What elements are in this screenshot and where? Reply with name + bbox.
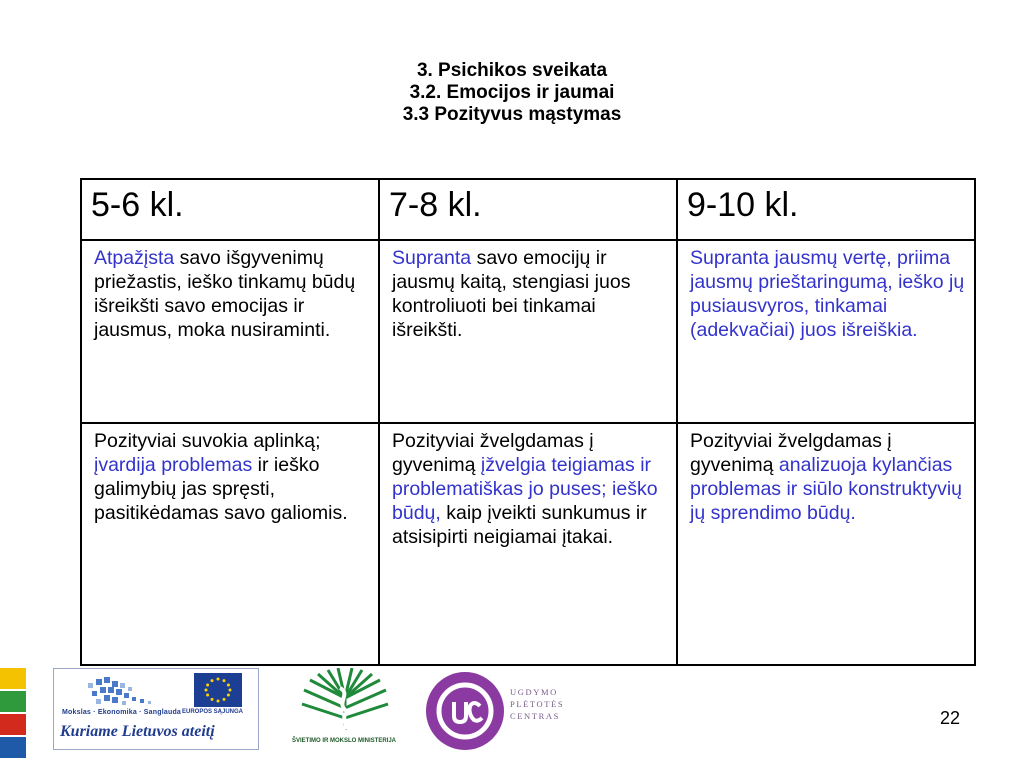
cell-emotions-9-10 — [677, 240, 975, 423]
upc-logo-text — [510, 686, 564, 722]
title-line-3: 3.3 Pozityvus mąstymas — [402, 104, 622, 125]
highlight-text: analizuoja kylančias problemas ir siūlo konstruktyvių jų sprendimo būdų. — [690, 454, 963, 524]
cell-emotions-5-6 — [81, 240, 379, 423]
cell-text: savo emocijų ir jausmų kaitą, stengiasi juos kontroliuoti bei tinkamai išreikšti. — [392, 247, 631, 341]
header-grade-5-6: 5-6 kl. — [81, 179, 379, 240]
upc-line-1: UGDYMO — [510, 687, 558, 697]
stripe-yellow — [0, 668, 26, 689]
title-line-1: 3. Psichikos sveikata — [416, 60, 608, 81]
slide-title — [0, 60, 1024, 126]
cell-text: Pozityviai suvokia aplinką; — [94, 430, 321, 452]
table-row — [81, 423, 975, 665]
slogan-text: Kuriame Lietuvos ateitį — [60, 723, 215, 740]
header-grade-9-10: 9-10 kl. — [677, 179, 975, 240]
mes-logo-text: Mokslas · Ekonomika · Sanglauda — [62, 709, 182, 716]
title-line-2: 3.2. Emocijos ir jaumai — [409, 82, 615, 103]
cell-text: Pozityviai žvelgdamas į gyvenimą — [392, 430, 594, 476]
cell-text: kaip įveikti sunkumus ir atsisipirti neigiamai įtakai. — [392, 502, 647, 548]
upc-logo-icon — [424, 670, 506, 752]
highlight-text: įvardija problemas — [94, 454, 253, 476]
upc-line-3: CENTRAS — [510, 711, 560, 721]
table-header-row — [81, 179, 975, 240]
stripe-green — [0, 691, 26, 712]
cell-positive-5-6 — [81, 423, 379, 665]
color-stripe — [0, 668, 26, 768]
highlight-text: Supranta jausmų vertę, priima jausmų prieštaringumą, ieško jų pusiausvyros, tinkamai (adekvačiai) juos išreiškia. — [690, 247, 965, 341]
eu-label: EUROPOS SĄJUNGA — [182, 709, 244, 715]
stripe-blue — [0, 737, 26, 758]
upc-line-2: PLĖTOTĖS — [510, 699, 565, 709]
ministry-label: ŠVIETIMO IR MOKSLO MINISTERIJA — [292, 738, 397, 744]
highlight-text: Atpažįsta — [94, 247, 175, 269]
cell-positive-7-8 — [379, 423, 677, 665]
table-row — [81, 240, 975, 423]
header-grade-7-8: 7-8 kl. — [379, 179, 677, 240]
esf-logo-box — [53, 668, 259, 750]
cell-text: ir ieško galimybių jas spręsti, pasitikėdamas savo galiomis. — [94, 454, 348, 524]
highlight-text: Supranta — [392, 247, 472, 269]
highlight-text: įžvelgia teigiamas ir problematiškas jo puses; ieško būdų, — [392, 454, 658, 524]
grade-table — [80, 178, 976, 666]
stripe-red — [0, 714, 26, 735]
page-number: 22 — [940, 708, 961, 728]
eu-flag-icon — [194, 673, 242, 707]
cell-emotions-7-8 — [379, 240, 677, 423]
cell-positive-9-10 — [677, 423, 975, 665]
cell-text: Pozityviai žvelgdamas į gyvenimą — [690, 430, 892, 476]
ministry-logo-icon — [290, 668, 400, 736]
cell-text: savo išgyvenimų priežastis, ieško tinkamų būdų išreikšti savo emocijas ir jausmus, moka nusiraminti. — [94, 247, 356, 341]
mes-mosaic-icon — [82, 673, 192, 713]
